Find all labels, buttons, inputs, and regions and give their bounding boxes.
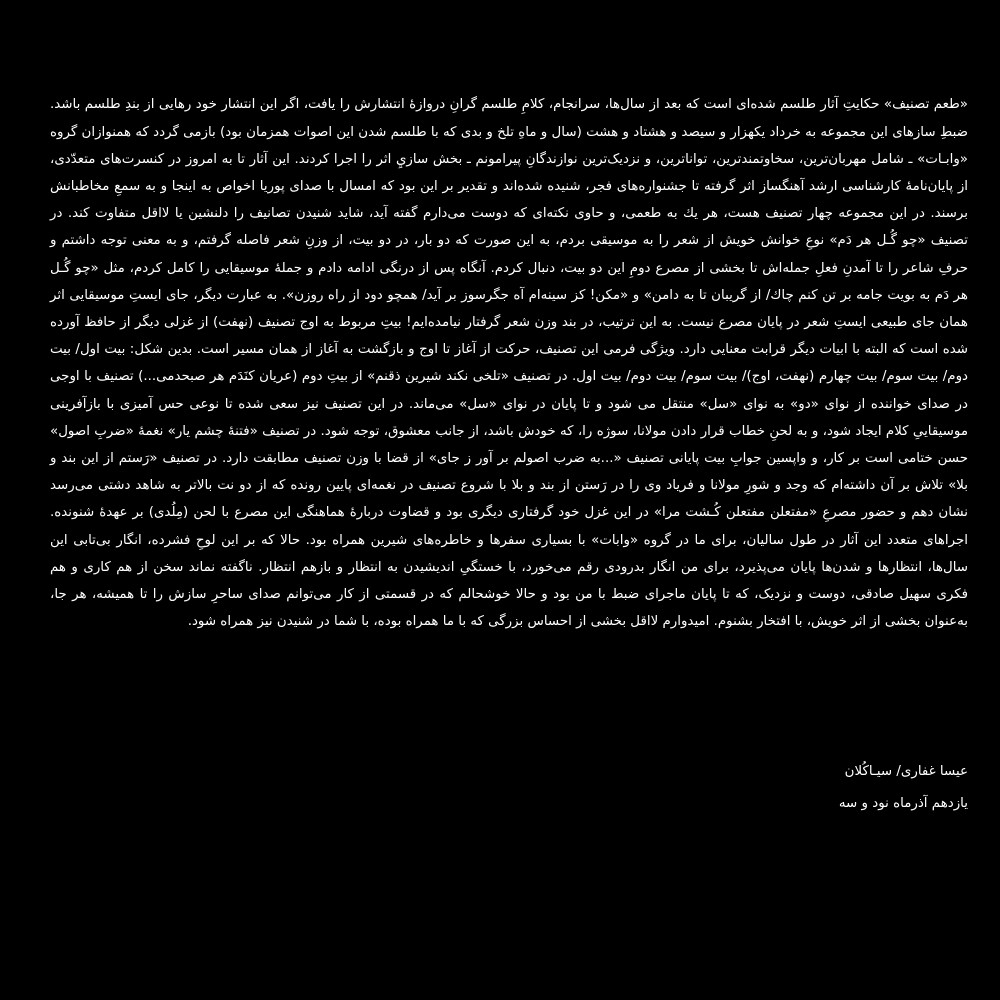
signature-date: یازدهم آذرماه نود و سه bbox=[838, 796, 968, 811]
author-signature: عیسا غفاری/ سیـاکُلان bbox=[844, 764, 968, 779]
essay-text: «طعم تصنیف» حکایتِ آثار طلسم شده‌ای است که بعد از سال‌ها، سرانجام، کلامِ طلسم گرانِ دروازهٔ انتشارش را یافت، اگر این انتشار خود رهایی از بندِ طلسم باشد. ضبطِ سازهای این مجموعه به خرداد یکهزار و سیصد و هشتاد و هشت (سال و ماهِ تلخ و بدی که با طلسم شدن این اصوات همزمان بود) بازمی گردد که همنوازان گروه «وابـات» ـ شامل مهربان‌ترین، سخاوتمندترین، تواناترین، و نزدیک‌ترین نوازندگانِ پیرامونم ـ بخش سازيِ اثر را اجرا کردند. این آثار تا به امروز در کنسرت‌های متعدّدی، از پایان‌نامهٔ کارشناسی ارشد آهنگساز اثر گرفته تا جشنواره‌های فجر، شنیده شده‌اند و تقدیر بر این بود که امسال با صدای پوریا اخواص به اینجا و به سمعِ مخاطبانش برسند. در این مجموعه چهار تصنیف هست، هر یك به طعمی، و حاوی نکته‌ای که دوست می‌دارم گفته آید، شاید شنیدن تصانیف را دلنشین یا لااقل متفاوت کند. در تصنیف «چو گُـل هر دَم» نوعِ خوانش خویش از شعر را به موسیقی بردم، به این صورت که دو بار، در دو بیت، از وزنِ شعر فاصله گرفتم، و به معنی توجه داشتم و حرفِ شاعر را تا آمدنِ فعلِ جمله‌اش تا بخشی از مصرع دومِ این دو بیت، دنبال کردم. آنگاه پس از درنگی ادامه دادم و جملهٔ موسیقایی را کامل کردم، مثل «چو گُـل هر دَم به بویت جامه بر تن کنم چاك/ از گریبان تا به دامن» و «مکن! کز سینه‌ام آه جگرسوز بر آید/ همچو دود از راه روزن». به عبارت دیگر، جای ایستِ موسیقایی اثر همان جای طبیعی ایستِ شعر در پایان مصرع نیست. به این ترتیب، در بند وزن شعر گرفتار نیامده‌ایم! بیتِ مربوط به اوج تصنیف (نهفت) از غزلی دیگر از حافظ آورده شده است که البته با ابیات دیگر قرابت معنایی دارد. ویژگی فرمی این تصنیف، حرکت از آغاز تا اوج و بازگشت به آغاز از همان مسیر است. بدین شکل: بیت اول/ بیت دوم/ بیت سوم/ بیت چهارم (نهفت، اوج)/ بیت سوم/ بیت دوم/ بیت اول. در تصنیف «تلخی نکند شیرین ذقنم» از بیتِ دوم (عریان کنَدَم هر صبحدمی...) تصنیف با اوجی در صدای خواننده از نوای «دو» به نوای «سل» منتقل می شود و تا پایان در نوای «سل» می‌ماند. در این تصنیف نیز سعی شده تا نوعی حس آمیزی با بازآفرینی موسیقاییِ کلام ایجاد شود، و به لحنِ خطاب قرار دادن مولانا، سوژه را، که خودش باشد، از جانب معشوق، توجه شود. در تصنیف «فتنهٔ چشم یار» نغمهٔ «ضربِ اصول» حسن ختامی است بر کار، و واپسین جوابِ بیت پایانی تصنیف «...به ضرب اصولم بر آور ز جای» از قضا با وزن تصنیف مطابقت دارد. در تصنیف «رَستم از این بند و بلا» تلاش بر آن داشته‌ام که وجد و شورِ مولانا و فریاد وی را در رَستن از بند و بلا با شروع تصنیف در نغمه‌ای پایین رونده که از دو نت بالاتر به شاهد دشتی می‌رسد نشان دهم و حضور مصرعِ «مفتعلن مفتعلن کُـشت مرا» در این غزل خود گرفتاری دیگری بود و قضاوت درباره‌ٔ هماهنگی این مصرع با لحن (مِلُدی) بر عهدهٔ شنونده. اجراهای متعدد این آثار در طول سالیان، برای ما در گروه «وابات» با بسیاری سفرها و خاطره‌های شیرین همراه بود. حالا که بر این لوحِ فشرده، انگار بی‌تابی این سال‌ها، انتظارها و شدن‌ها پایان می‌پذیرد، برای من انگار بدرودی رقم می‌خورد، با خستگیِ اندیشیدن به انتظار و بازهم انتظار. ناگفته نماند سخن از هم کاری و هم فکری سهیل صادقی، دوست و نزدیک، که تا پایان ماجرای ضبط با من بود و حالا خوشحالم که در قسمتی از کار می‌توانم صدای ساحرِ سازش را تا همیشه، هر جا، به‌عنوان بخشی از اثر خویش، با افتخار بشنوم. امیدوارم لااقل بخشی از احساس بزرگی که با ما همراه بوده، با شما در شنیدن نیز همراه شود. bbox=[50, 97, 968, 630]
